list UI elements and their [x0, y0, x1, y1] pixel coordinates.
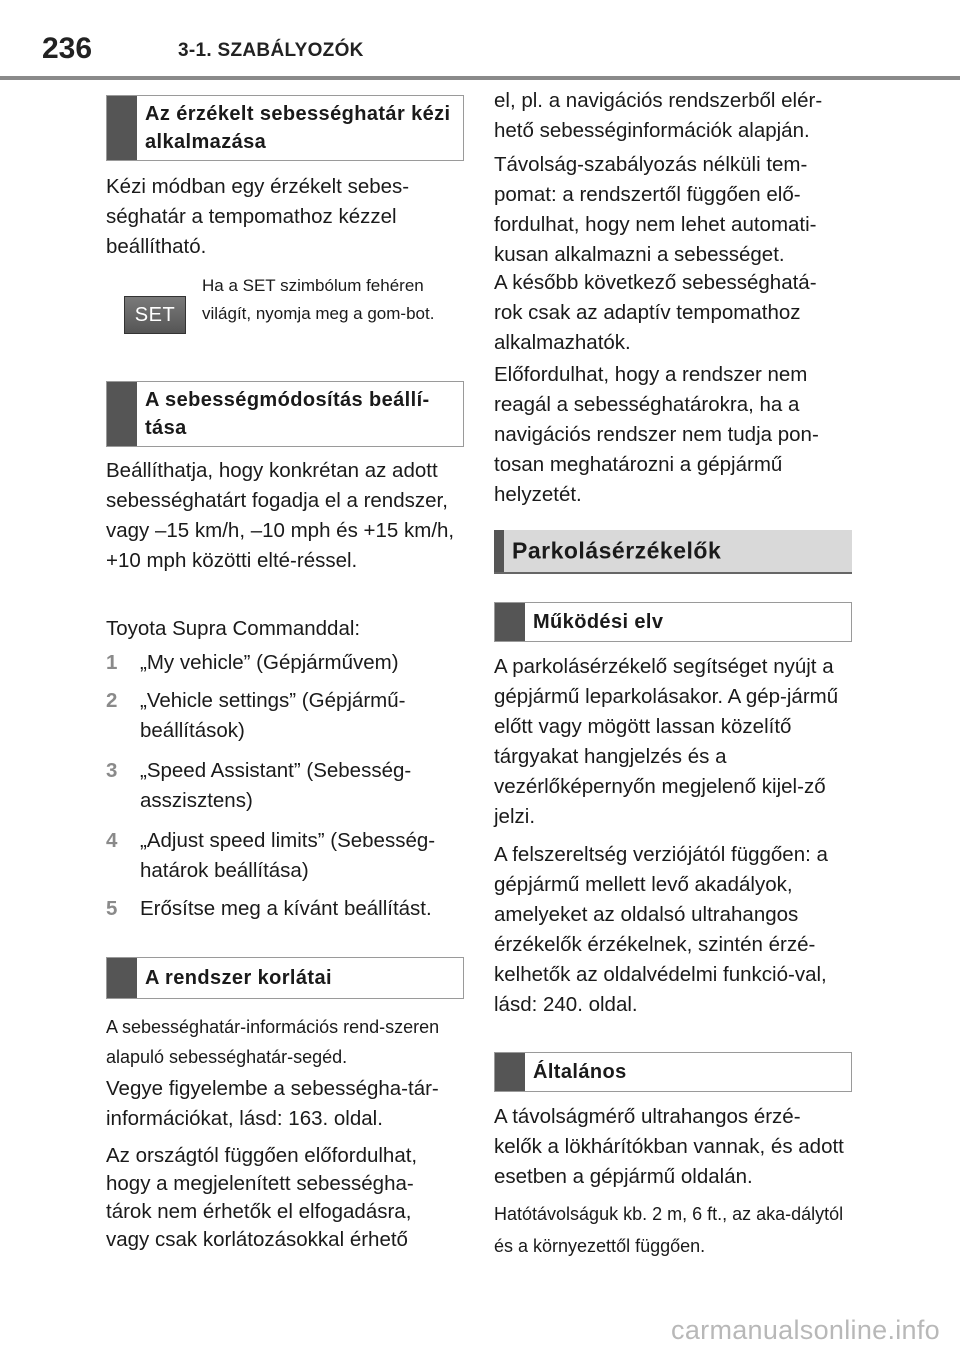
paragraph: Hatótávolságuk kb. 2 m, 6 ft., az aka-dálytól és a környezettől függően. [494, 1204, 844, 1256]
section-title: 3-1. SZABÁLYOZÓK [178, 40, 364, 61]
subheading-text: A rendszer korlátai [145, 967, 332, 989]
paragraph: Vegye figyelembe a sebességha-tár-információkat, lásd: 163. oldal. [106, 1077, 439, 1130]
subheading-bar [107, 96, 137, 160]
subheading-text: A sebességmódosítás beállí-tása [145, 389, 430, 439]
step-number: 3 [106, 759, 118, 782]
step-text: Erősítse meg a kívánt beállítást. [140, 897, 432, 920]
paragraph: Az országtól függően előfordulhat, hogy a megjelenített sebességha-tárok nem érhetők el elfogadásra, vagy csak korlátozásokkal érhető [106, 1144, 418, 1251]
subheading-text: Az érzékelt sebességhatár kézi alkalmazása [145, 103, 451, 153]
page-number: 236 [42, 32, 93, 65]
paragraph: Előfordulhat, hogy a rendszer nem reagál a sebességhatárokra, ha a navigációs rendszer nem tudja pon-tosan meghatározni a gépjármű helyzetét. [494, 363, 819, 506]
subheading-bar [495, 1053, 525, 1091]
subheading-manual-speed-limit [106, 95, 464, 161]
step-text: „Adjust speed limits” (Sebesség-határok beállítása) [140, 829, 436, 882]
step-item [106, 686, 466, 746]
step-item [106, 756, 466, 816]
paragraph: Kézi módban egy érzékelt sebes-séghatár a tempomathoz kézzel beállítható. [106, 175, 410, 258]
step-text: „My vehicle” (Gépjárművem) [140, 651, 399, 674]
paragraph: el, pl. a navigációs rendszerből elér-hető sebességinformációk alapján. [494, 89, 823, 142]
step-text: „Speed Assistant” (Sebesség-asszisztens) [140, 759, 412, 812]
set-button-icon: SET [124, 296, 186, 334]
main-heading-bar [494, 530, 504, 572]
step-item [106, 648, 466, 678]
subheading-bar [107, 958, 137, 998]
step-item [106, 826, 466, 886]
paragraph: A felszereltség verziójától függően: a gépjármű mellett levő akadályok, amelyeket az oldalsó ultrahangos érzékelők érzékelnek, szintén érzé-kelhetők az oldalvédelmi funkció-val, lásd: 240. oldal. [494, 843, 828, 1016]
set-note: Ha a SET szimbólum fehéren világít, nyomja meg a gom-bot. [202, 276, 435, 323]
step-number: 4 [106, 829, 118, 852]
subheading-operating-principle [494, 602, 852, 642]
paragraph: A sebességhatár-információs rend-szeren alapuló sebességhatár-segéd. [106, 1017, 440, 1067]
subheading-system-limits [106, 957, 464, 999]
subheading-text: Működési elv [533, 611, 664, 633]
paragraph: Beállíthatja, hogy konkrétan az adott sebességhatárt fogadja el a rendszer, vagy –15 km/h, –10 mph és +15 km/h, +10 mph közötti elté-réssel. [106, 459, 455, 572]
subheading-general [494, 1052, 852, 1092]
paragraph: A később következő sebességhatá-rok csak az adaptív tempomathoz alkalmazhatók. [494, 271, 817, 354]
header-divider [0, 76, 960, 80]
paragraph: Távolság-szabályozás nélküli tem-pomat: a rendszertől függően elő-fordulhat, hogy nem lehet automati-kusan alkalmazni a sebességet. [494, 153, 817, 266]
step-number: 5 [106, 897, 118, 920]
main-heading-text: Parkolásérzékelők [512, 537, 722, 564]
watermark: carmanualsonline.info [671, 1315, 940, 1345]
subheading-bar [107, 382, 137, 446]
step-number: 2 [106, 689, 118, 712]
paragraph: Toyota Supra Commanddal: [106, 617, 361, 640]
step-number: 1 [106, 651, 118, 674]
paragraph: A parkolásérzékelő segítséget nyújt a gépjármű leparkolásakor. A gép-jármű előtt vagy mögött lassan közelítő tárgyakat hangjelzés és a vezérlőképernyőn megjelenő kijel-ző jelzi. [494, 655, 839, 828]
main-heading-parking-sensors [494, 530, 852, 574]
subheading-bar [495, 603, 525, 641]
subheading-speed-adjust [106, 381, 464, 447]
subheading-text: Általános [533, 1061, 627, 1083]
step-text: „Vehicle settings” (Gépjármű-beállítások) [140, 689, 406, 742]
step-item [106, 894, 466, 924]
paragraph: A távolságmérő ultrahangos érzé-kelők a lökhárítókban vannak, és adott esetben a gépjármű oldalán. [494, 1105, 844, 1188]
